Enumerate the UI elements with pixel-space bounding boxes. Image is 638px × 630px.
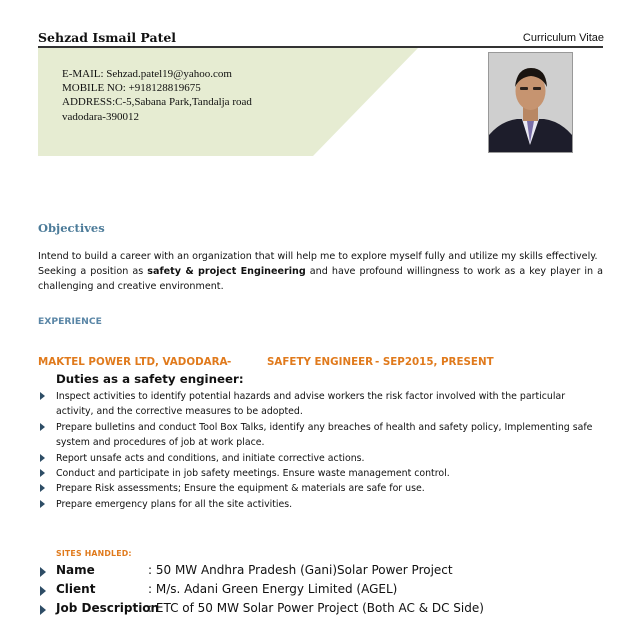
- profile-photo-image: [489, 53, 572, 152]
- contact-email: E-MAIL: Sehzad.patel19@yahoo.com: [62, 68, 232, 80]
- bullet-arrow-icon: [40, 392, 45, 400]
- site-detail-row: [38, 601, 628, 620]
- site-detail-label: Name: [56, 563, 95, 577]
- bullet-arrow-icon: [40, 567, 46, 577]
- site-detail-value: : ETC of 50 MW Solar Power Project (Both AC & DC Side): [148, 601, 484, 615]
- sites-list: [38, 563, 628, 620]
- duties-list: [38, 389, 605, 512]
- duties-heading: Duties as a safety engineer:: [56, 372, 244, 386]
- objectives-text: [38, 249, 603, 294]
- document-label: Curriculum Vitae: [522, 32, 604, 44]
- job-period: - SEP2015, PRESENT: [375, 356, 494, 368]
- list-item: [38, 481, 605, 496]
- bullet-arrow-icon: [40, 423, 45, 431]
- duty-text: Conduct and participate in job safety meetings. Ensure waste management control.: [56, 468, 450, 480]
- site-detail-row: [38, 563, 628, 582]
- objectives-line-2-start: Seeking a position as: [38, 266, 148, 277]
- duty-text: Inspect activities to identify potential hazards and advise workers the risk factor involved with the particular activity, and the corrective measures to be adopted.: [56, 391, 566, 418]
- job-separator: -: [227, 356, 232, 368]
- objectives-heading: Objectives: [38, 221, 105, 235]
- duty-text: Prepare Risk assessments; Ensure the equipment & materials are safe for use.: [56, 483, 425, 495]
- bullet-arrow-icon: [40, 586, 46, 596]
- site-detail-value: : 50 MW Andhra Pradesh (Gani)Solar Power Project: [148, 563, 453, 577]
- list-item: [38, 389, 605, 420]
- candidate-name: Sehzad Ismail Patel: [38, 30, 177, 45]
- sites-heading: SITES HANDLED:: [56, 549, 132, 558]
- bullet-arrow-icon: [40, 454, 45, 462]
- duty-text: Report unsafe acts and conditions, and initiate corrective actions.: [56, 452, 365, 464]
- bullet-arrow-icon: [40, 469, 45, 477]
- list-item: [38, 497, 605, 512]
- contact-details: [62, 67, 252, 124]
- site-detail-label: Job Description: [56, 601, 160, 615]
- site-detail-label: Client: [56, 582, 96, 596]
- site-detail-value: : M/s. Adani Green Energy Limited (AGEL): [148, 582, 398, 596]
- objectives-line-1: Intend to build a career with an organization that will help me to explore myself fully and utilize my skills effectively.: [38, 251, 598, 262]
- job-role: SAFETY ENGINEER: [267, 356, 374, 368]
- profile-photo: [488, 52, 573, 153]
- duty-text: Prepare bulletins and conduct Tool Box Talks, identify any breaches of health and safety policy, Implementing safe system and procedures of job at work place.: [56, 421, 593, 449]
- bullet-arrow-icon: [40, 605, 46, 615]
- objectives-highlight: safety & project Engineering: [147, 266, 306, 277]
- contact-mobile: MOBILE NO: +918128819675: [62, 82, 201, 95]
- site-detail-row: [38, 582, 628, 601]
- objectives-line-2-end: and have profound willingness to work as a key player in a challenging and creative environment.: [38, 266, 603, 292]
- experience-heading: EXPERIENCE: [38, 316, 102, 327]
- contact-city: vadodara-390012: [62, 110, 139, 123]
- duty-text: Prepare emergency plans for all the site activities.: [56, 498, 293, 510]
- bullet-arrow-icon: [40, 500, 45, 508]
- objectives-line-2: [38, 264, 603, 294]
- company-name: MAKTEL POWER LTD, VADODARA: [38, 356, 228, 368]
- list-item: [38, 451, 605, 466]
- list-item: [38, 466, 605, 481]
- bullet-arrow-icon: [40, 484, 45, 492]
- contact-address: ADDRESS:C-5,Sabana Park,Tandalja road: [62, 96, 252, 109]
- list-item: [38, 420, 605, 451]
